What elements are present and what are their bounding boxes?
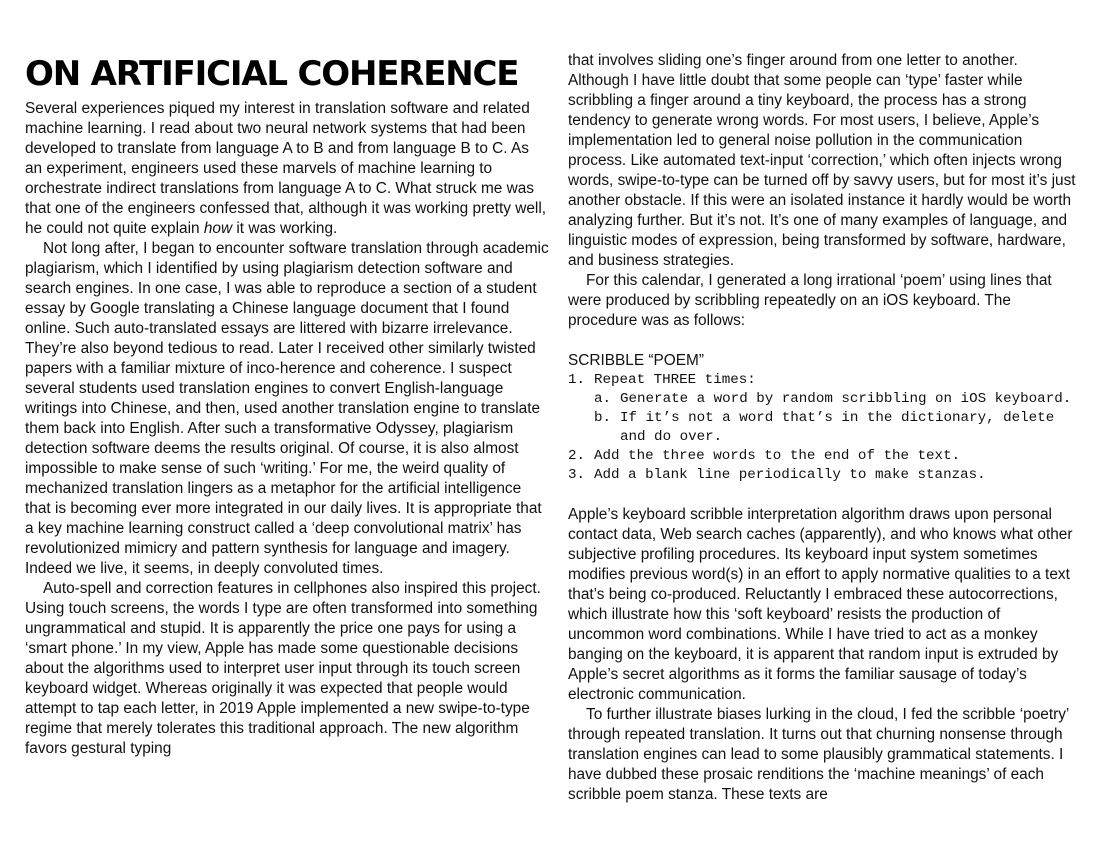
- emphasis-word: how: [203, 220, 233, 237]
- paragraph-neural-translation: [25, 99, 550, 239]
- paragraph-swipe-to-type: that involves sliding one’s finger around from one letter to another. Although I have little doubt that some people can ‘type’ faster while scribbling a finger around a tiny keyboard, the process has a strong tendency to generate wrong words. For most users, I believe, Apple’s implementation led to general noise pollution in the communication process. Like automated text-input ‘correction,’ which often injects wrong words, swipe-to-type can be turned off by savvy users, but for most it’s just another obstacle. If this were an isolated instance it hardly would be worth analyzing further. But it’s not. It’s one of many examples of language, and linguistic modes of expression, being transformed by software, hardware, and business strategies.: [568, 52, 1076, 269]
- step-number: 3.: [568, 467, 586, 483]
- paragraph-calendar-poem: For this calendar, I generated a long irrational ‘poem’ using lines that were produced by scribbling repeatedly on an iOS keyboard. The procedure was as follows:: [568, 272, 1052, 329]
- scribble-poem-heading: SCRIBBLE “POEM”: [568, 352, 704, 369]
- step-number: 1.: [568, 372, 586, 388]
- list-item: [568, 466, 1080, 485]
- procedure-list: [568, 371, 1080, 485]
- paragraph-autospell: Auto-spell and correction features in cellphones also inspired this project. Using touch screens, the words I type are often transformed into something ungrammatical and stupid. It is apparently the price one pays for using a ‘smart phone.’ In my view, Apple has made some questionable decisions about the algorithms used to interpret user input through its touch screen keyboard widget. Whereas originally it was expected that people would attempt to tap each letter, in 2019 Apple implemented a new swipe-to-type regime that merely tolerates this traditional approach. The new algorithm favors gestural typing: [25, 580, 541, 757]
- step-text: If it’s not a word that’s in the dictionary, delete and do over.: [620, 410, 1055, 445]
- step-number: 2.: [568, 448, 586, 464]
- list-item: [594, 390, 1080, 409]
- paragraph-text: Several experiences piqued my interest in translation software and related machine learning. I read about two neural network systems that had been developed to translate from language A to B and from language B to C. As an experiment, engineers used these marvels of machine learning to orchestrate indirect translations from language A to C. What struck me was that one of the engineers confessed that, although it was working pretty well, he could not quite explain: [25, 100, 547, 237]
- paragraph-text: it was working.: [232, 220, 338, 237]
- paragraph-translation-bias: To further illustrate biases lurking in the cloud, I fed the scribble ‘poetry’ through repeated translation. It turns out that churning nonsense through translation engines can lead to some plausibly grammatical statements. I have dubbed these prosaic renditions the ‘machine meanings’ of each scribble poem stanza. These texts are: [568, 706, 1069, 803]
- spacer: [568, 485, 1080, 505]
- step-text: Add the three words to the end of the text.: [594, 448, 961, 464]
- right-column: [568, 51, 1080, 805]
- list-item: [568, 371, 1080, 447]
- list-item: [594, 409, 1080, 447]
- step-text: Generate a word by random scribbling on iOS keyboard.: [620, 391, 1072, 407]
- step-letter: a.: [594, 391, 612, 407]
- left-column: [25, 99, 550, 759]
- list-item: [568, 447, 1080, 466]
- step-text: Add a blank line periodically to make stanzas.: [594, 467, 986, 483]
- step-text: Repeat THREE times:: [594, 372, 756, 388]
- step-letter: b.: [594, 410, 612, 426]
- paragraph-plagiarism: Not long after, I began to encounter software translation through academic plagiarism, which I identified by using plagiarism detection software and search engines. In one case, I was able to reproduce a section of a student essay by Google translating a Chinese language document that I found online. Such auto-translated essays are littered with bizarre irrelevance. They’re also beyond tedious to read. Later I received other similarly twisted papers with a familiar mixture of inco-herence and coherence. I suspect several students used translation engines to convert English-language writings into Chinese, and then, used another translation engine to translate them back into English. After such a transformative Odyssey, plagiarism detection software deems the results original. Of course, it is also almost impossible to make sense of such ‘writing.’ For me, the weird quality of mechanized translation lingers as a metaphor for the artificial intelligence that is becoming ever more integrated in our daily lives. It is appropriate that a key machine learning construct called a ‘deep convolutional matrix’ has revolutionized mimicry and pattern synthesis for language and imagery. Indeed we live, it seems, in deeply convoluted times.: [25, 240, 549, 577]
- spacer: [568, 331, 1080, 351]
- page-title: ON ARTIFICIAL COHERENCE: [25, 54, 519, 94]
- paragraph-keyboard-algorithm: Apple’s keyboard scribble interpretation algorithm draws upon personal contact data, Web search caches (apparently), and who knows what other subjective profiling procedures. Its keyboard input system sometimes modifies previous word(s) in an effort to apply normative qualities to a text that’s being co-produced. Reluctantly I embraced these autocorrections, which illustrate how this ‘soft keyboard’ resists the production of uncommon word combinations. While I have tried to act as a monkey banging on the keyboard, it is apparent that random input is extruded by Apple’s secret algorithms as it forms the familiar sausage of today’s electronic communication.: [568, 506, 1073, 703]
- sub-list: [594, 390, 1080, 447]
